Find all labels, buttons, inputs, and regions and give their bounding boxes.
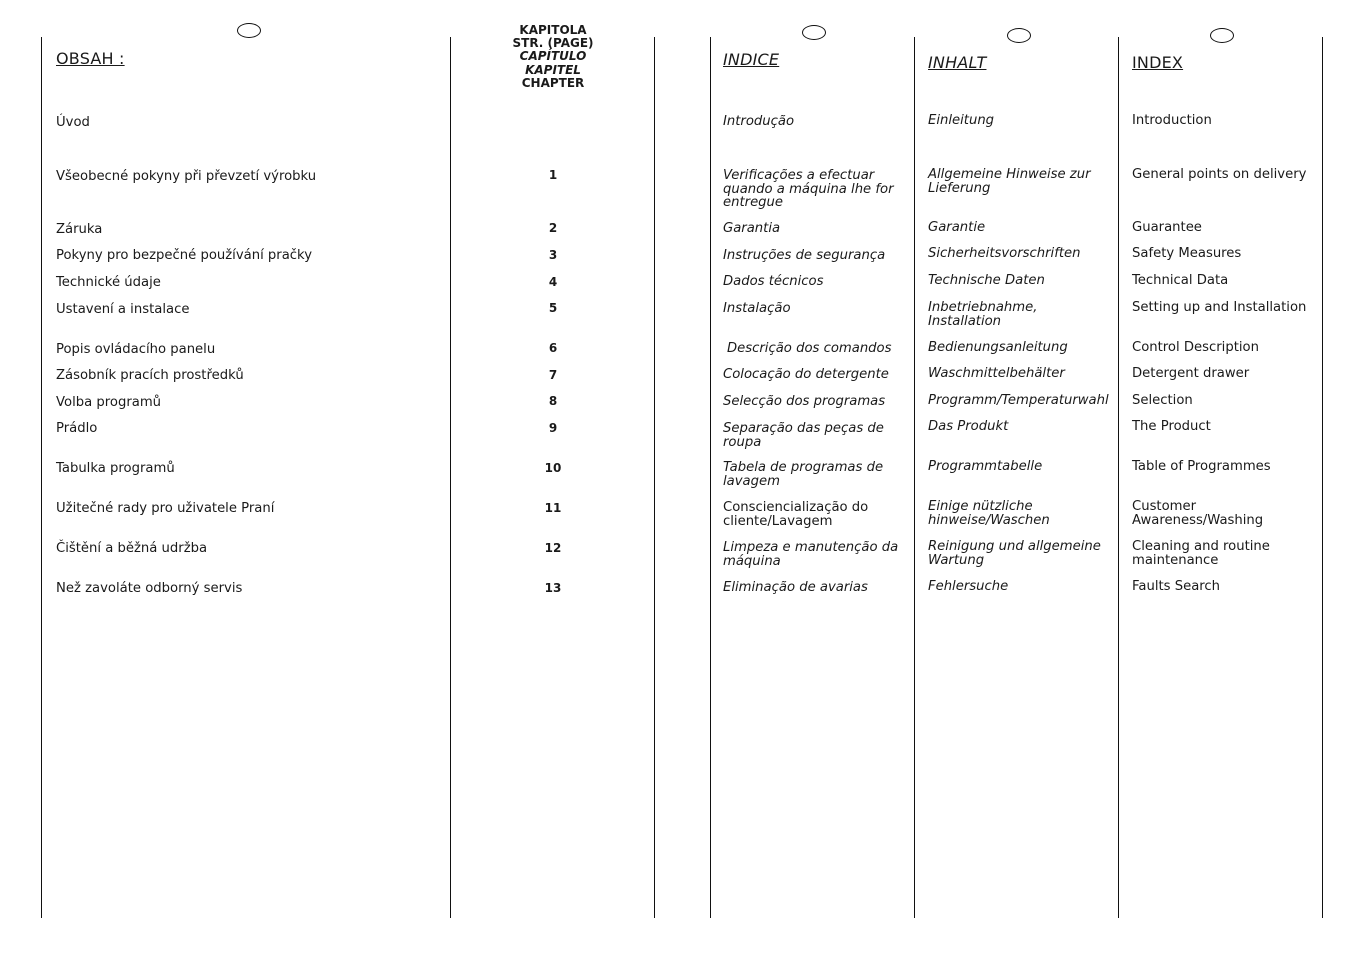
toc-item: Control Description xyxy=(1132,340,1259,355)
column-divider xyxy=(41,37,42,918)
toc-item: Waschmittelbehälter xyxy=(928,366,1065,381)
language-oval xyxy=(237,23,261,38)
toc-item: Volba programů xyxy=(56,395,162,410)
toc-item: Safety Measures xyxy=(1132,246,1242,261)
toc-item: Faults Search xyxy=(1132,579,1221,594)
column-divider xyxy=(710,37,711,918)
toc-item: General points on delivery xyxy=(1132,167,1307,182)
toc-item: Inbetriebnahme, Installation xyxy=(928,300,1038,329)
toc-item: Garantie xyxy=(928,220,986,235)
toc-item: Allgemeine Hinweise zur Lieferung xyxy=(928,167,1091,196)
chapter-header-line: CAPÍTULO xyxy=(519,49,587,64)
toc-item: Descrição dos comandos xyxy=(727,341,892,356)
toc-item: Colocação do detergente xyxy=(723,367,889,382)
chapter-header-line: STR. (PAGE) xyxy=(512,36,594,51)
chapter-header-line: KAPITEL xyxy=(525,62,581,77)
toc-item: Reinigung und allgemeine Wartung xyxy=(928,539,1101,568)
toc-item: Detergent drawer xyxy=(1132,366,1250,381)
chapter-number: 6 xyxy=(548,341,558,355)
toc-item: Programmtabelle xyxy=(928,459,1043,474)
column-divider xyxy=(654,37,655,918)
toc-item: Prádlo xyxy=(56,421,98,436)
english-title: INDEX xyxy=(1132,53,1184,72)
toc-item: Pokyny pro bezpečné používání pračky xyxy=(56,248,313,263)
toc-item: Sicherheitsvorschriften xyxy=(928,246,1081,261)
toc-item: Zásobník pracích prostředků xyxy=(56,368,244,383)
toc-item: Čištění a běžná udržba xyxy=(56,541,208,556)
toc-item: Programm/Temperaturwahl xyxy=(928,393,1109,408)
toc-item: Technische Daten xyxy=(928,273,1045,288)
toc-item: Popis ovládacího panelu xyxy=(56,342,216,357)
toc-item: Ustavení a instalace xyxy=(56,302,190,317)
toc-item: Das Produkt xyxy=(928,419,1009,434)
language-oval xyxy=(1210,28,1234,43)
chapter-column-header xyxy=(503,24,603,90)
language-oval xyxy=(802,25,826,40)
chapter-number: 10 xyxy=(544,461,562,475)
toc-item: Záruka xyxy=(56,222,103,237)
chapter-number: 1 xyxy=(548,168,558,182)
toc-item: Všeobecné pokyny při převzetí výrobku xyxy=(56,169,317,184)
chapter-number: 8 xyxy=(548,394,558,408)
column-divider xyxy=(450,37,451,918)
toc-item: Užitečné rady pro uživatele Praní xyxy=(56,501,275,516)
toc-item: Technical Data xyxy=(1132,273,1229,288)
chapter-number: 5 xyxy=(548,301,558,315)
chapter-number: 13 xyxy=(544,581,562,595)
toc-item: Bedienungsanleitung xyxy=(928,340,1068,355)
toc-item: Introdução xyxy=(723,114,795,129)
toc-item: Einige nützliche hinweise/Waschen xyxy=(928,499,1050,528)
toc-item: Než zavoláte odborný servis xyxy=(56,581,243,596)
toc-item: Limpeza e manutenção da máquina xyxy=(723,540,899,569)
chapter-number: 2 xyxy=(548,221,558,235)
toc-item: Selecção dos programas xyxy=(723,394,886,409)
toc-item: Separação das peças de roupa xyxy=(723,421,884,450)
czech-title: OBSAH : xyxy=(56,49,125,68)
toc-item: Úvod xyxy=(56,115,90,130)
german-title: INHALT xyxy=(928,53,987,72)
toc-item: Tabela de programas de lavagem xyxy=(723,460,884,489)
toc-item: Instalação xyxy=(723,301,791,316)
chapter-number: 12 xyxy=(544,541,562,555)
chapter-number: 9 xyxy=(548,421,558,435)
toc-item: Introduction xyxy=(1132,113,1212,128)
toc-item: Consciencialização do cliente/Lavagem xyxy=(723,500,869,529)
toc-item: Instruções de segurança xyxy=(723,248,886,263)
toc-item: Customer Awareness/Washing xyxy=(1132,499,1264,528)
toc-item: Fehlersuche xyxy=(928,579,1009,594)
chapter-number: 4 xyxy=(548,275,558,289)
toc-item: Setting up and Installation xyxy=(1132,300,1307,315)
toc-item: Tabulka programů xyxy=(56,461,175,476)
chapter-header-line: KAPITOLA xyxy=(519,23,587,37)
toc-item: The Product xyxy=(1132,419,1211,434)
toc-item: Guarantee xyxy=(1132,220,1202,235)
toc-item: Selection xyxy=(1132,393,1193,408)
toc-item: Einleitung xyxy=(928,113,995,128)
chapter-number: 7 xyxy=(548,368,558,382)
portuguese-title: INDICE xyxy=(723,50,780,69)
language-oval xyxy=(1007,28,1031,43)
toc-item: Verificações a efectuar quando a máquina lhe for entregue xyxy=(723,168,894,211)
toc-item: Table of Programmes xyxy=(1132,459,1271,474)
chapter-number: 11 xyxy=(544,501,562,515)
column-divider xyxy=(914,37,915,918)
column-divider xyxy=(1118,37,1119,918)
toc-item: Technické údaje xyxy=(56,275,161,290)
chapter-number: 3 xyxy=(548,248,558,262)
toc-item: Cleaning and routine maintenance xyxy=(1132,539,1270,568)
toc-item: Eliminação de avarias xyxy=(723,580,868,595)
toc-item: Garantia xyxy=(723,221,781,236)
chapter-header-line: CHAPTER xyxy=(521,75,585,90)
toc-item: Dados técnicos xyxy=(723,274,824,289)
column-divider xyxy=(1322,37,1323,918)
